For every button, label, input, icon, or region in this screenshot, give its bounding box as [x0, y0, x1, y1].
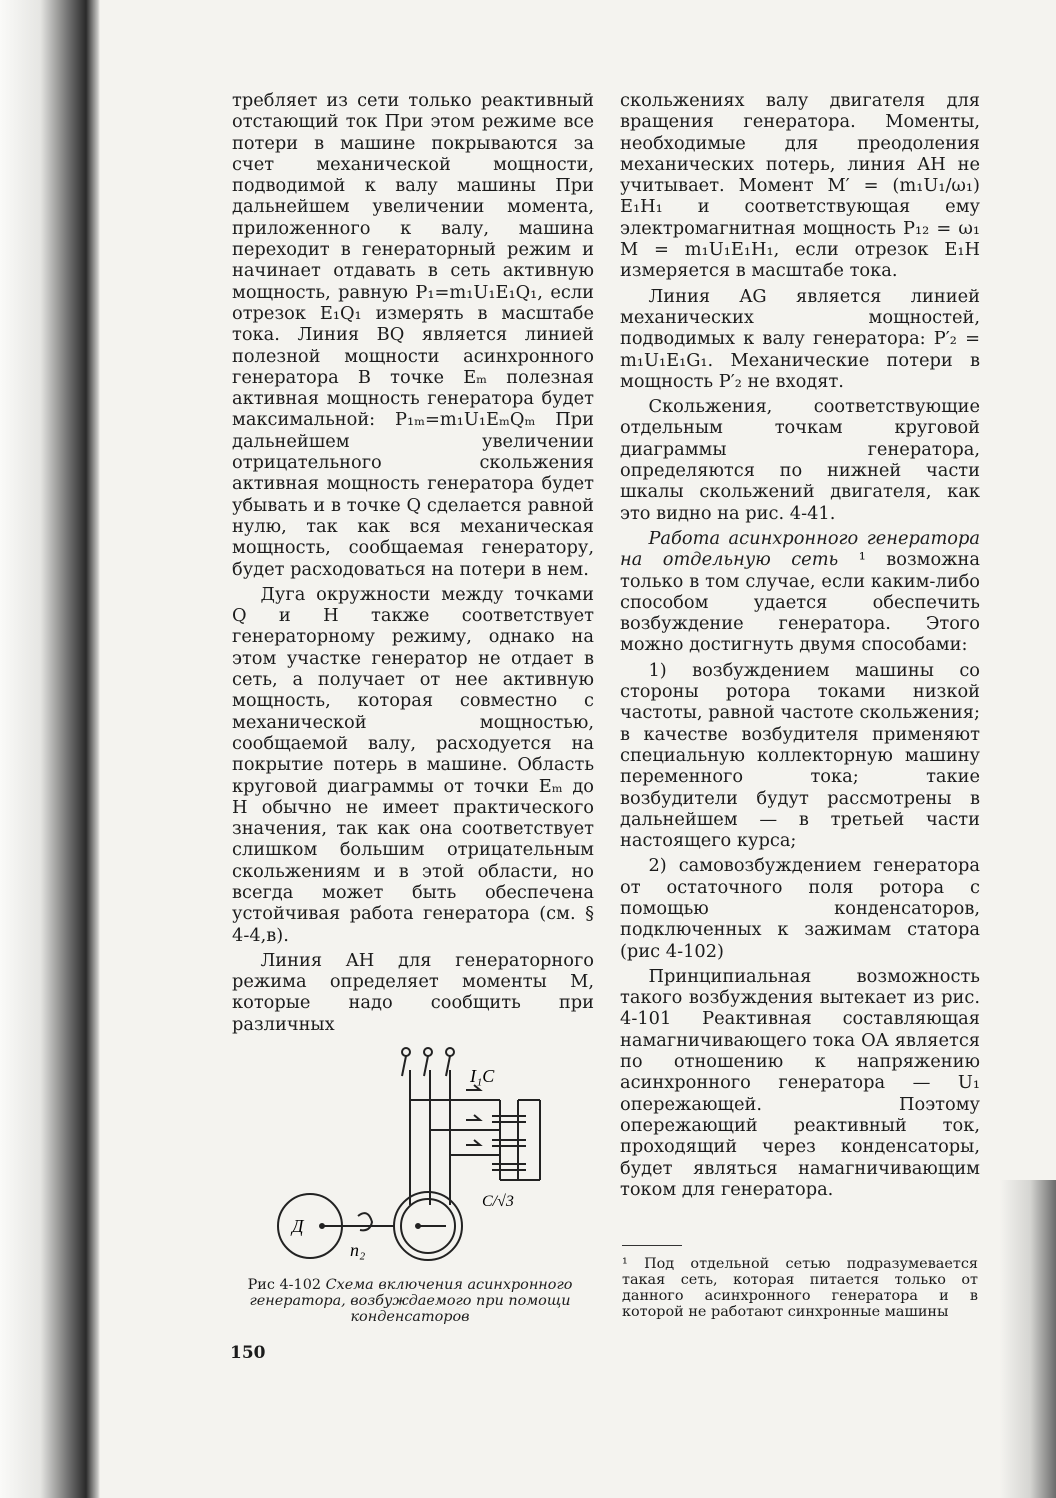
figure-caption	[230, 1277, 590, 1325]
current-label: I₁C	[470, 1066, 495, 1086]
motor-label: Д	[292, 1216, 304, 1236]
right-paragraph-3: Скольжения, соответствующие отдельным точкам круговой диаграммы генератора, определяются по нижней части шкалы скольжений двигателя, как это видно на рис. 4-41.	[620, 396, 980, 524]
right-paragraph-4-text: ¹ возможна только в том случае, если каким-либо способом удается обеспечить возбуждение генератора. Этого можно достигнуть двумя способами:	[620, 549, 981, 656]
right-paragraph-4	[620, 528, 980, 656]
right-paragraph-2: Линия AG является линией механических мощностей, подводимых к валу генератора: P′₂ = m₁U₁E₁G₁. Механические потери в мощность P′₂ не входят.	[620, 285, 980, 392]
circuit-diagram-svg	[270, 1030, 570, 1275]
footnote-divider	[622, 1245, 682, 1246]
section-heading-italic: Работа асинхронного генератора на отдельную сеть	[620, 527, 980, 571]
capacitance-label: C/√3	[482, 1193, 514, 1210]
left-paragraph-3: Линия AH для генераторного режима определяет моменты M, которые надо сообщить при различных	[232, 949, 594, 1035]
left-paragraph-1: требляет из сети только реактивный отстающий ток При этом режиме все потери в машине покрываются за счет механической мощности, подводимой к валу машины При дальнейшем увеличении момента, приложенного к валу, машина переходит в генераторный режим и начинает отдавать в сеть активную мощность, равную P₁=m₁U₁E₁Q₁, если отрезок E₁Q₁ измерять в масштабе тока. Линия BQ является линией полезной мощности асинхронного генератора В точке Eₘ полезная активная мощность генератора будет максимальной: P₁ₘ=m₁U₁EₘQₘ При дальнейшем увеличении отрицательного скольжения активная мощность генератора будет убывать и в точке Q сделается равной нулю, так как вся механическая мощность, сообщаемая генератору, будет расходоваться на потери в нем.	[232, 90, 594, 580]
footnote: ¹ Под отдельной сетью подразумевается такая сеть, которая питается только от данного асинхронного генератора и в которой не работают синхронные машины	[622, 1256, 978, 1320]
right-paragraph-5: Принципиальная возможность такого возбуждения вытекает из рис. 4-101 Реактивная составляющая намагничивающего тока OA является по отношению к напряжению асинхронного генератора — U₁ опережающей. Поэтому опережающий реактивный ток, проходящий через конденсаторы, будет являться намагничивающим током для генератора.	[620, 965, 980, 1200]
list-item-1: 1) возбуждением машины со стороны ротора токами низкой частоты, равной частоте скольжения; в качестве возбудителя применяют специальную коллекторную машину переменного тока; такие возбудители будут рассмотрены в дальнейшем — в третьей части настоящего курса;	[620, 659, 980, 852]
figure-number: Рис 4-102	[247, 1277, 322, 1293]
circuit-diagram	[270, 1030, 570, 1275]
figure-caption-text: Схема включения асинхронного генератора, возбуждаемого при помощи конденсаторов	[249, 1277, 573, 1325]
right-column	[620, 90, 980, 1200]
left-column	[232, 90, 594, 1035]
right-paragraph-1: скольжениях валу двигателя для вращения генератора. Моменты, необходимые для преодоления механических потерь, линия AH не учитывает. Момент M′ = (m₁U₁/ω₁) E₁H₁ и соответствующая ему электромагнитная мощность P₁₂ = ω₁ M = m₁U₁E₁H₁, если отрезок E₁H измеряется в масштабе тока.	[620, 90, 980, 282]
book-binding-shadow	[0, 0, 100, 1498]
speed-label: n₂	[350, 1240, 366, 1260]
left-paragraph-2: Дуга окружности между точками Q и H также соответствует генераторному режиму, однако на этом участке генератор не отдает в сеть, а получает от нее активную мощность, которая совместно с механической мощностью, сообщаемой валу, расходуется на покрытие потерь в машине. Область круговой диаграммы от точки Eₘ до H обычно не имеет практического значения, так как она соответствует слишком большим отрицательным скольжениям и в этой области, но всегда может быть обеспечена устойчивая работа генератора (см. § 4-4,в).	[232, 583, 594, 946]
page-edge-shadow	[1000, 1180, 1056, 1498]
page-number: 150	[230, 1343, 266, 1363]
list-item-2: 2) самовозбуждением генератора от остаточного поля ротора с помощью конденсаторов, подключенных к зажимам статора (рис 4-102)	[620, 855, 980, 962]
